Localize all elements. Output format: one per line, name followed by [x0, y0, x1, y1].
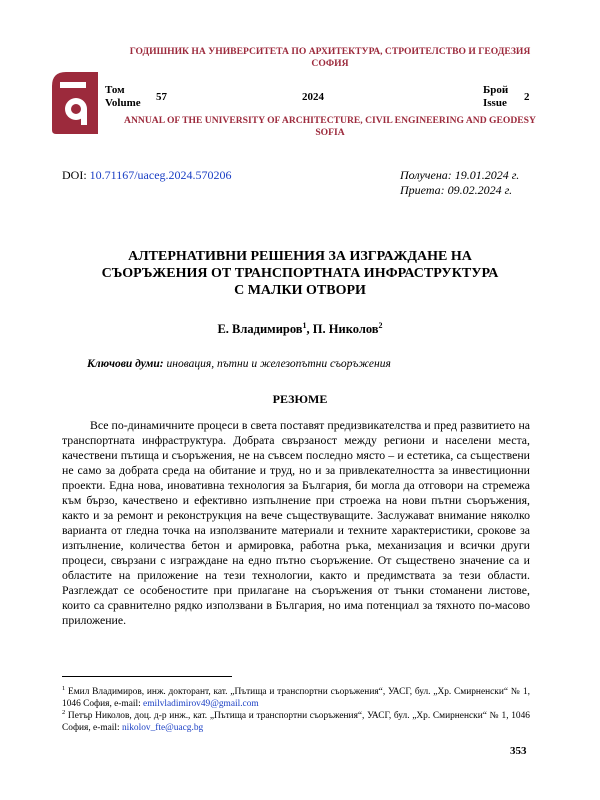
footnote-2 [62, 707, 530, 734]
university-logo [52, 72, 98, 134]
journal-title-en-line2: SOFIA [315, 127, 345, 138]
issue-number: 2 [524, 91, 530, 103]
footnote-1-email[interactable]: emilvladimirov49@gmail.com [143, 699, 259, 710]
author-1-footnote-mark: 1 [302, 321, 307, 330]
issue-label [483, 84, 508, 110]
title-line3: С МАЛКИ ОТВОРИ [234, 283, 366, 298]
title-line2: СЪОРЪЖЕНИЯ ОТ ТРАНСПОРТНАТА ИНФРАСТРУКТУРА [101, 266, 499, 281]
journal-title-en-line1: ANNUAL OF THE UNIVERSITY OF ARCHITECTURE, CIVIL ENGINEERING AND GEODESY [124, 115, 536, 126]
author-1: Е. Владимиров [217, 322, 303, 337]
abstract-text: Все по-динамичните процеси в света поставят предизвикателства и пред развитието на транспортната инфраструктура. Добрата свързаност между региони и населени места, качествени пътища и съоръжения, не на съвсем последно място – и естетика, са съществени не само за добрата среда на обитание и труд, но и за привлекателността за инвестиционни проекти. Една нова, иновативна технология за България, би могла да отговори на стремежа към бързо, качествено и ефективно изпълнение при строежа на нови пътни съоръжения, както и за ремонт и реконструкция на вече съществуващите. Заслужават внимание няколко варианта от гледна точка на използваните материали и техните характеристики, срокове за изпълнение, количества бетон и армировка, работна ръка, механизация и всички други процеси, свързани с изграждане на едно пътно съоръжение. От съществено значение са и областите на приложение на тези технологии, както и предимствата за тези области. Разглеждат се особеностите при прилагане на съоръжения от тънки стоманени листове, които са сравнително рядко използвани в България, но има потенциал за тяхното по-масово приложение. [62, 418, 530, 627]
article-dates [400, 168, 519, 198]
journal-title-bg-line1: ГОДИШНИК НА УНИВЕРСИТЕТА ПО АРХИТЕКТУРА, СТРОИТЕЛСТВО И ГЕОДЕЗИЯ [129, 46, 531, 57]
keywords-text: иновация, пътни и железопътни съоръжения [163, 358, 391, 370]
author-separator: , [306, 322, 313, 337]
article-title [60, 248, 540, 299]
accepted-date: Приета: 09.02.2024 г. [400, 183, 513, 197]
issue-label-en: Issue [483, 97, 507, 109]
title-line1: АЛТЕРНАТИВНИ РЕШЕНИЯ ЗА ИЗГРАЖДАНЕ НА [128, 249, 472, 264]
footnote-2-mark: 2 [62, 709, 66, 716]
doi-link[interactable]: 10.71167/uaceg.2024.570206 [89, 168, 232, 182]
year: 2024 [302, 91, 324, 103]
keywords [87, 358, 391, 370]
doi-label: DOI: [62, 168, 90, 182]
author-2-footnote-mark: 2 [378, 321, 383, 330]
received-date: Получена: 19.01.2024 г. [400, 168, 520, 182]
footnote-1-mark: 1 [62, 685, 66, 692]
author-2: П. Николов [312, 322, 379, 337]
doi-line [62, 168, 232, 183]
footnote-2-text: Петър Николов, доц. д-р инж., кат. „Пътища и транспортни съоръжения“, УАСГ, бул. „Хр. Смирненски“ № 1, 1046 София, e-mail: [62, 711, 530, 734]
journal-title-bg-line2: СОФИЯ [311, 58, 349, 69]
issue-label-bg: Брой [483, 84, 509, 96]
volume-label [105, 84, 141, 110]
volume-label-en: Volume [105, 97, 141, 109]
keywords-label: Ключови думи: [87, 358, 164, 370]
volume-number: 57 [156, 91, 167, 103]
abstract-heading: РЕЗЮМЕ [272, 392, 328, 406]
footnote-divider [62, 676, 232, 677]
authors [60, 321, 540, 337]
journal-title-bg [95, 46, 565, 70]
journal-title-en [95, 115, 565, 139]
footnote-1-text: Емил Владимиров, инж. докторант, кат. „Пътища и транспортни съоръжения“, УАСГ, бул. „Хр. Смирненски“ № 1, 1046 София, e-mail: [62, 687, 530, 710]
footnote-2-email[interactable]: nikolov_fte@uacg.bg [121, 723, 204, 734]
page-number: 353 [510, 745, 527, 757]
volume-label-bg: Том [105, 84, 125, 96]
